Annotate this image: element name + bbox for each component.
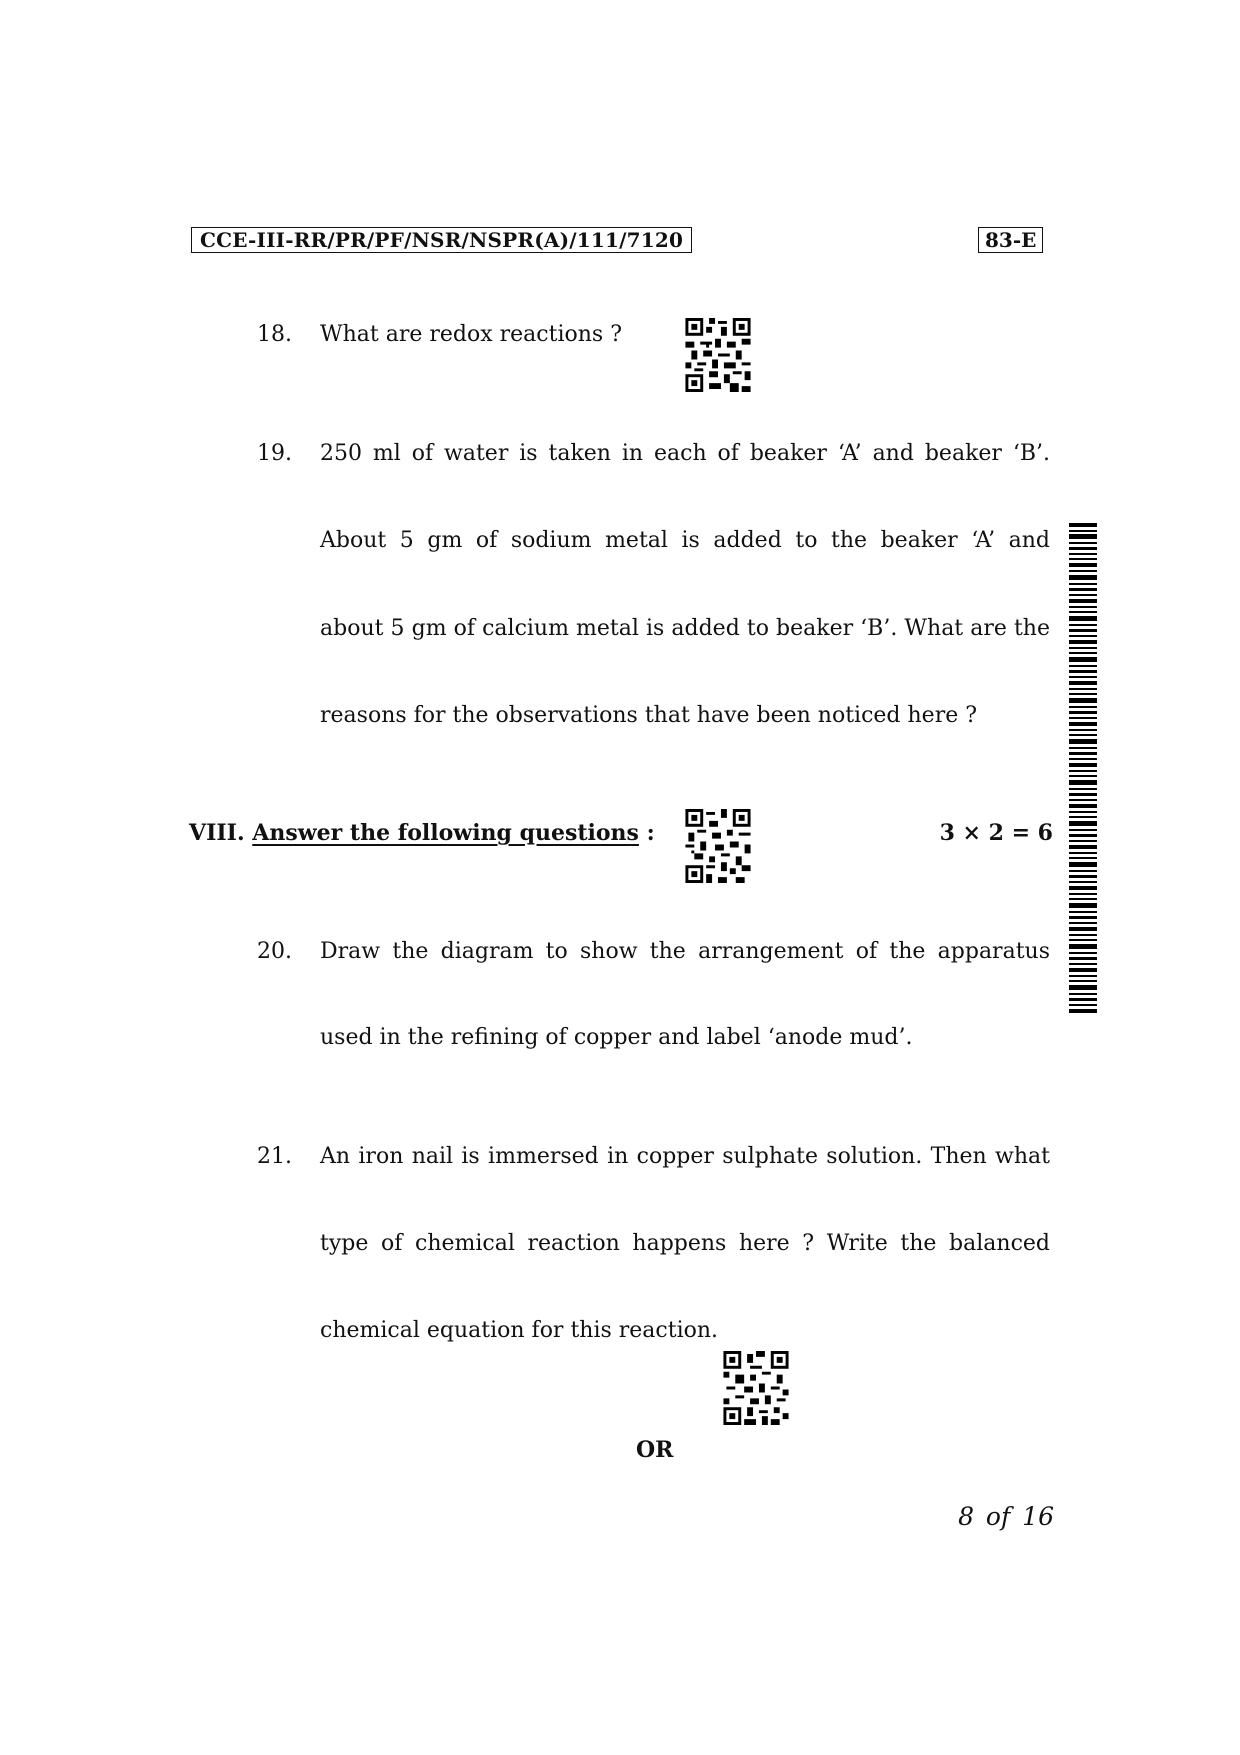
question-20-line-1: Draw the diagram to show the arrangement of the apparatus xyxy=(320,939,1050,964)
paper-code: 83-E xyxy=(978,227,1043,253)
page-number: 8 of 16 xyxy=(958,1502,1054,1531)
qr-code-icon xyxy=(685,809,751,883)
qr-code-icon xyxy=(685,318,751,392)
question-20-number: 20. xyxy=(257,939,292,964)
barcode-icon xyxy=(1069,523,1097,1013)
section-marks: 3 × 2 = 6 xyxy=(939,820,1053,846)
section-numeral: VIII. xyxy=(189,820,245,846)
question-19-number: 19. xyxy=(257,441,292,466)
question-19-line-2: About 5 gm of sodium metal is added to the beaker ‘A’ and xyxy=(320,528,1050,553)
section-heading xyxy=(189,820,655,846)
question-20-line-2: used in the refining of copper and label ‘anode mud’. xyxy=(320,1025,913,1050)
question-18-number: 18. xyxy=(257,322,292,347)
question-21-line-1: An iron nail is immersed in copper sulphate solution. Then what xyxy=(320,1144,1050,1169)
or-label: OR xyxy=(636,1437,674,1463)
question-18-line-1: What are redox reactions ? xyxy=(320,322,622,347)
section-colon: : xyxy=(646,820,655,846)
question-21-line-2: type of chemical reaction happens here ? Write the balanced xyxy=(320,1231,1050,1256)
question-19-line-4: reasons for the observations that have been noticed here ? xyxy=(320,703,978,728)
question-21-line-3: chemical equation for this reaction. xyxy=(320,1318,719,1343)
exam-code: CCE-III-RR/PR/PF/NSR/NSPR(A)/111/7120 xyxy=(191,227,692,253)
question-21-number: 21. xyxy=(257,1144,292,1169)
question-19-line-3: about 5 gm of calcium metal is added to beaker ‘B’. What are the xyxy=(320,616,1050,641)
section-title: Answer the following questions xyxy=(252,820,639,846)
question-19-line-1: 250 ml of water is taken in each of beaker ‘A’ and beaker ‘B’. xyxy=(320,441,1050,466)
qr-code-icon xyxy=(723,1351,789,1425)
